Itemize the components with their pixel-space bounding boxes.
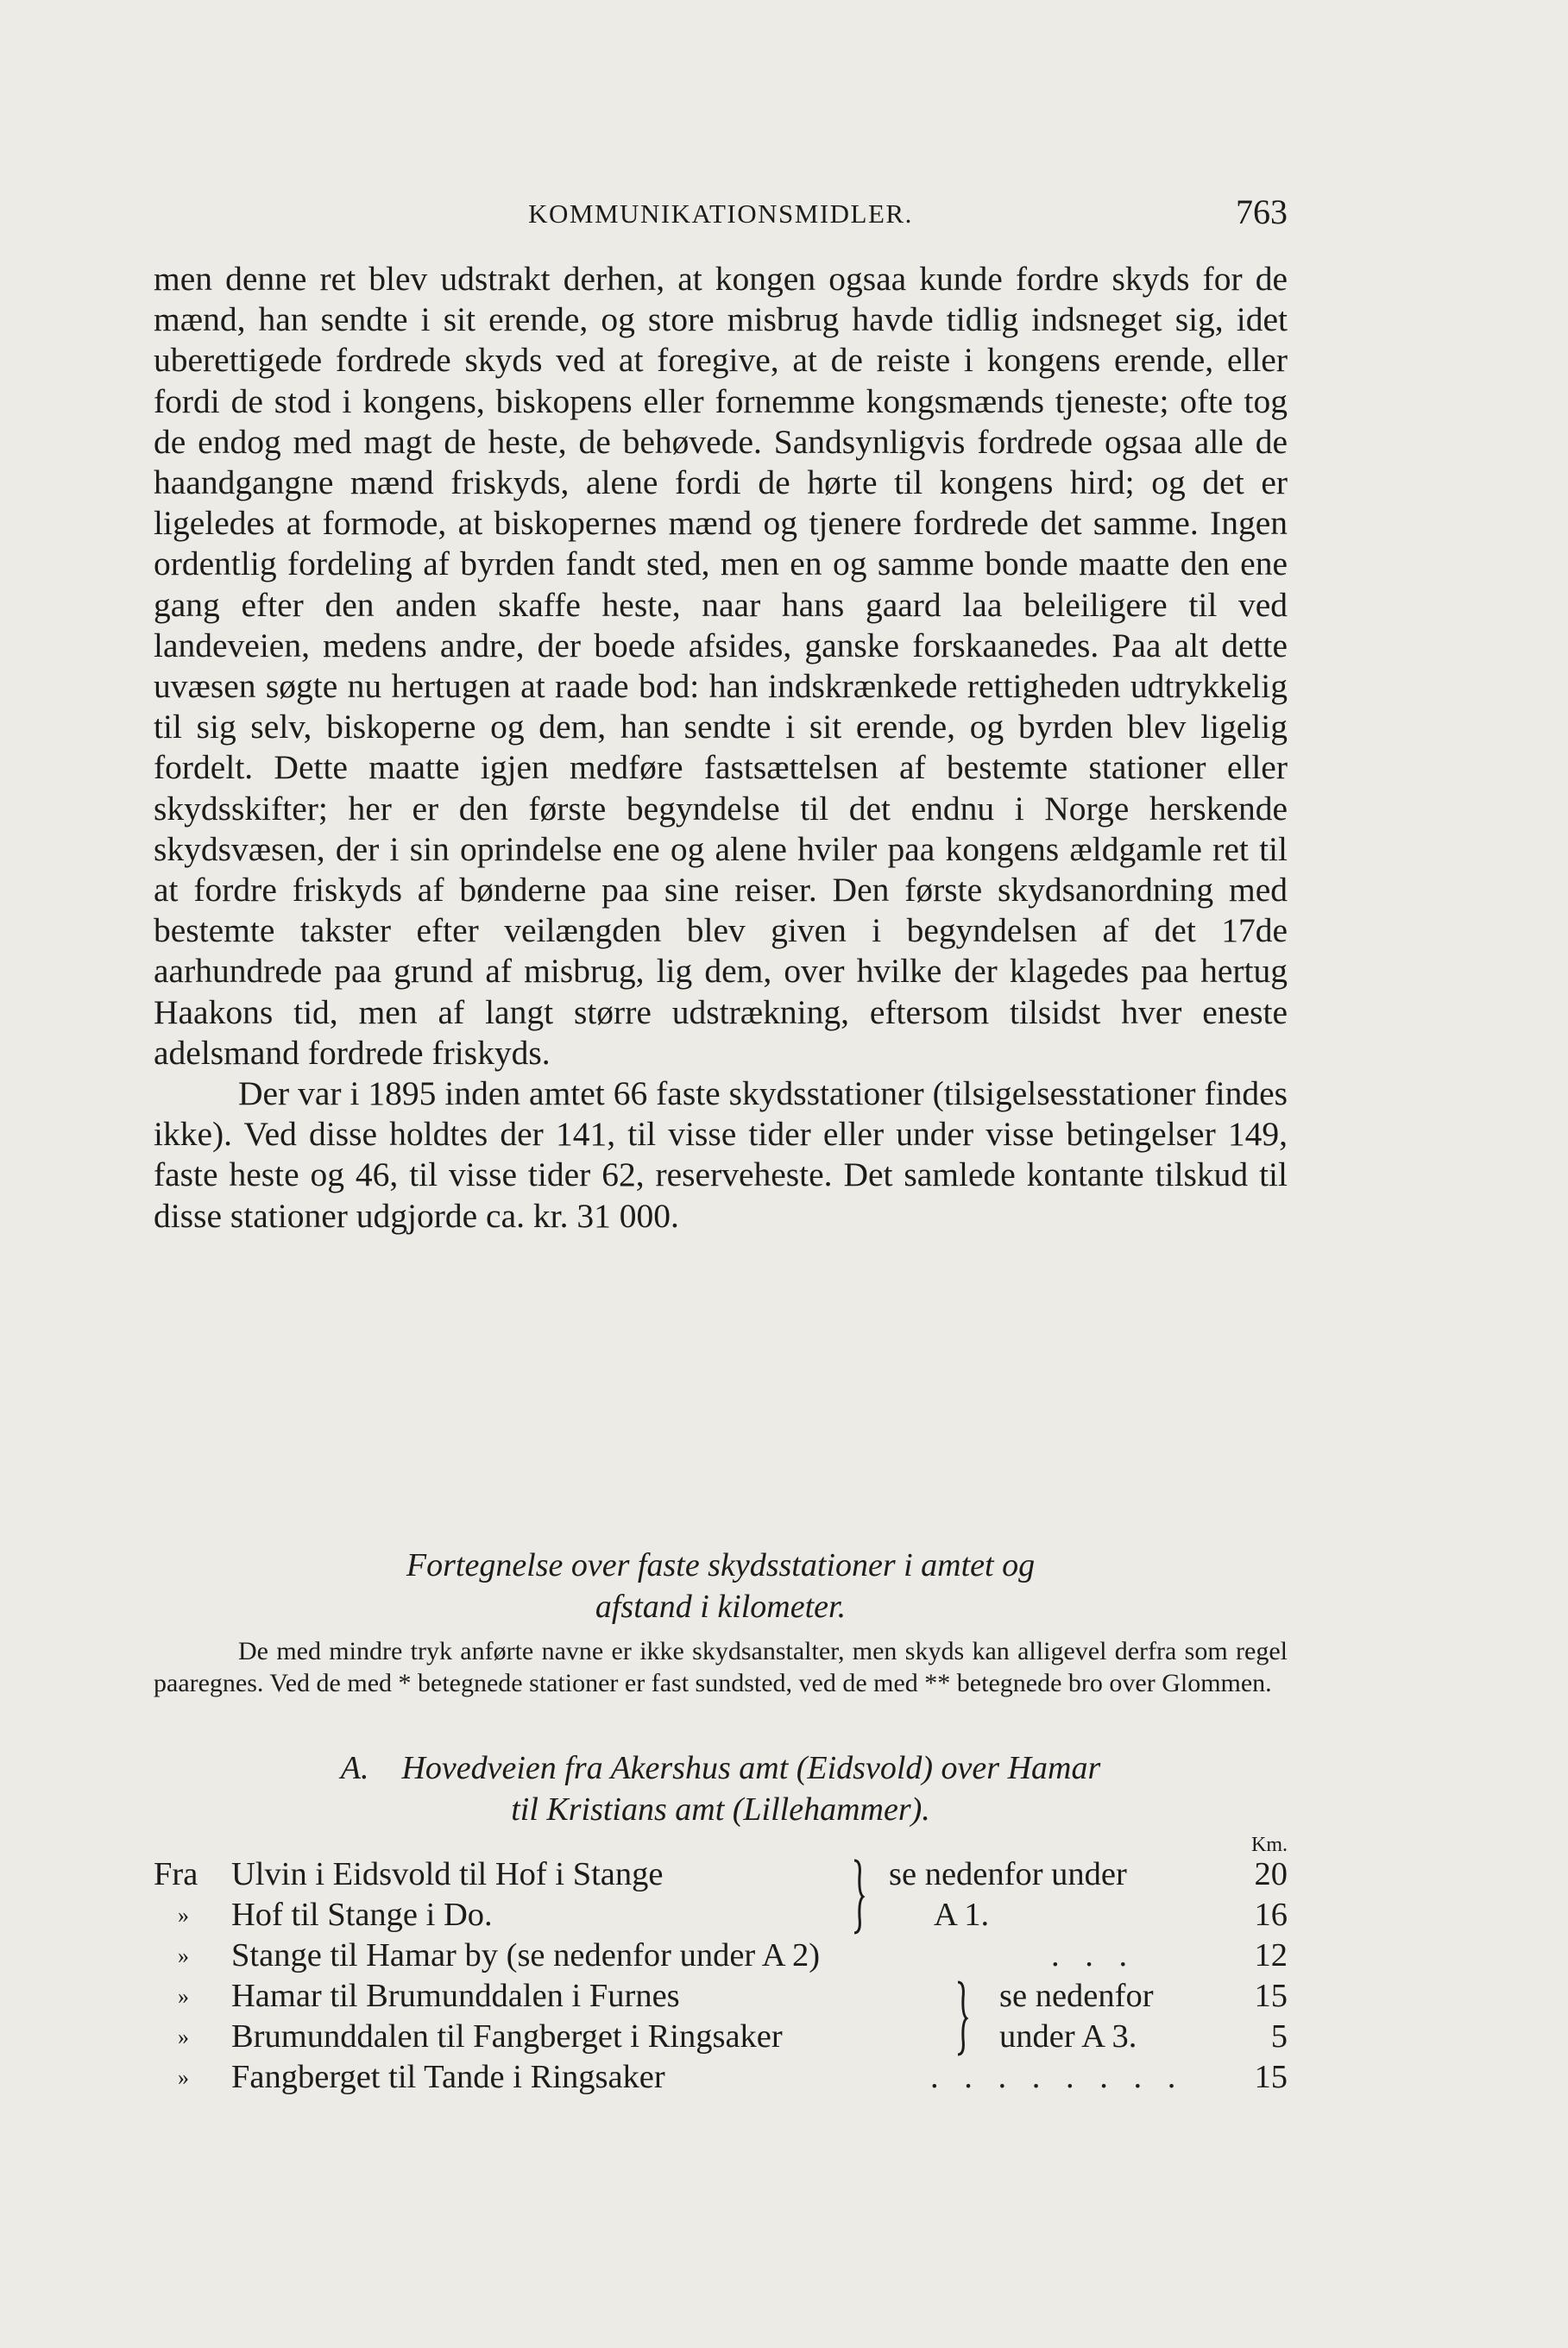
list-note (154, 1635, 1288, 1699)
ditto-mark: » (178, 1943, 189, 1968)
route-name: Fangberget til Tande i Ringsaker (231, 2059, 665, 2095)
brace-icon (953, 1980, 970, 2056)
route-km: 16 (1254, 1897, 1288, 1933)
route-row (154, 1896, 1288, 1936)
section-title-line-2: til Kristians amt (Lillehammer). (511, 1791, 930, 1828)
list-title-line-2: afstand i kilometer. (595, 1589, 847, 1625)
route-note: under A 3. (999, 2018, 1137, 2055)
ditto-mark: » (178, 1903, 189, 1928)
dot-leader: . . . (1051, 1937, 1137, 1973)
route-row (154, 1855, 1288, 1896)
list-note-text: De med mindre tryk anførte navne er ikke skydsanstalter, men skyds kan alligevel derfra som regel paaregnes. Ved de med * betegnede stationer er fast sundsted, ved de med ** betegnede bro over Glommen. (154, 1637, 1288, 1697)
brace-icon (849, 1859, 866, 1935)
section-title-line-1 (154, 1747, 1288, 1789)
dot-leader: . . . . . . . . (930, 2059, 1185, 2095)
route-row (154, 2058, 1288, 2099)
route-km: 15 (1254, 2059, 1288, 2095)
section-title-text: Hovedveien fra Akershus amt (Eidsvold) over Hamar (401, 1750, 1101, 1786)
route-name: Hof til Stange i Do. (231, 1897, 493, 1933)
route-km: 12 (1254, 1937, 1288, 1973)
ditto-mark: » (178, 2065, 189, 2090)
route-name: Hamar til Brumunddalen i Furnes (231, 1978, 680, 2014)
ditto-mark: » (178, 2024, 189, 2049)
page-header (154, 192, 1288, 240)
route-row (154, 1977, 1288, 2018)
route-table (154, 1855, 1288, 2099)
section-title (154, 1747, 1288, 1830)
km-column-header: Km. (1251, 1834, 1288, 1856)
page-number: 763 (1236, 192, 1288, 231)
route-km: 5 (1270, 2018, 1288, 2055)
route-note: se nedenfor under (889, 1856, 1127, 1892)
route-km: 20 (1254, 1856, 1288, 1892)
paragraph-2: Der var i 1895 inden amtet 66 faste skydsstationer (tilsigelsesstationer findes ikke). Ved disse holdtes der 141, til visse tider eller under visse betingelser 149, faste heste og 46, til visse tider 62, reserveheste. Det samlede kontante tilskud til disse stationer udgjorde ca. kr. 31 000. (154, 1074, 1288, 1235)
route-note: A 1. (934, 1897, 990, 1933)
body-text (154, 259, 1288, 1237)
route-name: Ulvin i Eidsvold til Hof i Stange (231, 1856, 664, 1892)
paragraph-1: men denne ret blev udstrakt derhen, at kongen ogsaa kunde fordre skyds for de mænd, han sendte i sit erende, og store misbrug havde tidlig indsneget sig, idet uberettigede fordrede skyds ved at foregive, at de reiste i kongens erende, eller fordi de stod i kongens, biskopens eller fornemme kongsmænds tjeneste; ofte tog de endog med magt de heste, de behøvede. Sandsynligvis fordrede ogsaa alle de haandgangne mænd friskyds, alene fordi de hørte til kongens hird; og det er ligeledes at formode, at biskopernes mænd og tjenere fordrede det samme. Ingen ordentlig fordeling af byrden fandt sted, men en og samme bonde maatte den ene gang efter den anden skaffe heste, naar hans gaard laa beleiligere til ved landeveien, medens andre, der boede afsides, ganske forskaanedes. Paa alt dette uvæsen søgte nu hertugen at raade bod: han indskrænkede rettigheden udtrykkelig til sig selv, biskoperne og dem, han sendte i sit erende, og byrden blev ligelig fordelt. Dette maatte igjen medføre fastsættelsen af bestemte stationer eller skydsskifter; her er den første begyndelse til det endnu i Norge herskende skydsvæsen, der i sin oprindelse ene og alene hviler paa kongens ældgamle ret til at fordre friskyds af bønderne paa sine reiser. Den første skydsanordning med bestemte takster efter veilængden blev given i begyndelsen af det 17de aarhundrede paa grund af misbrug, lig dem, over hvilke der klagedes paa hertug Haakons tid, men af langt større udstrækning, eftersom tilsidst hver eneste adelsmand fordrede friskyds. (154, 260, 1288, 1072)
running-title: KOMMUNIKATIONSMIDLER. (528, 198, 913, 229)
route-km: 15 (1254, 1978, 1288, 2014)
list-title-line-1: Fortegnelse over faste skydsstationer i amtet og (406, 1547, 1036, 1583)
route-row (154, 1936, 1288, 1977)
route-name: Stange til Hamar by (se nedenfor under A 2) (231, 1937, 821, 1973)
route-name: Brumunddalen til Fangberget i Ringsaker (231, 2018, 783, 2055)
route-prefix: Fra (154, 1856, 198, 1892)
section-letter: A. (340, 1750, 369, 1786)
ditto-mark: » (178, 1984, 189, 2009)
route-note: se nedenfor (999, 1978, 1154, 2014)
list-title (154, 1545, 1288, 1627)
route-row (154, 2018, 1288, 2058)
